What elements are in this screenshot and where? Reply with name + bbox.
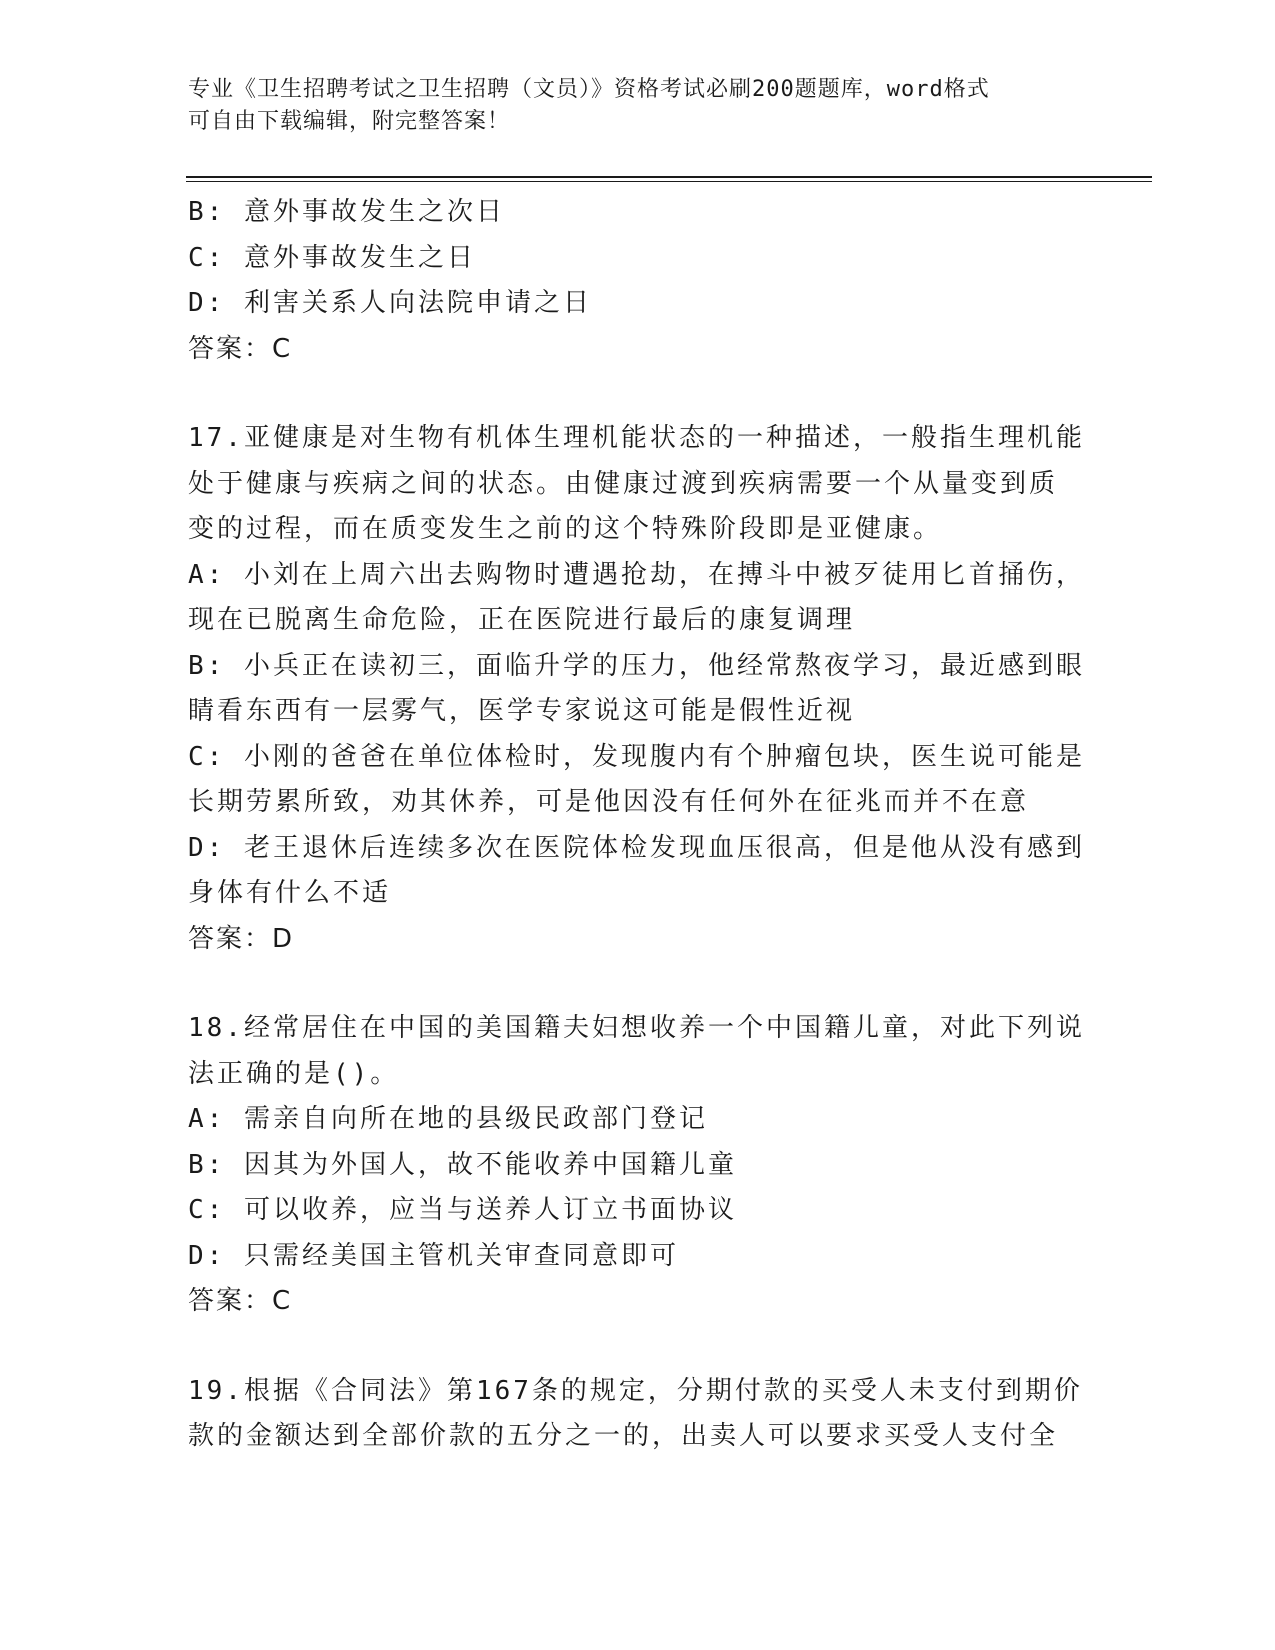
document-body (188, 190, 1085, 1460)
q17-option-a-cont: 现在已脱离生命危险，正在医院进行最后的康复调理 (188, 605, 856, 635)
q16-answer: 答案：C (188, 333, 293, 364)
q17-answer: 答案：D (188, 923, 295, 954)
question-19 (188, 1369, 1083, 1460)
q17-option-b: B: 小兵正在读初三，面临升学的压力，他经常熬夜学习，最近感到眼 (188, 650, 1085, 681)
q17-option-a: A: 小刘在上周六出去购物时遭遇抢劫，在搏斗中被歹徒用匕首捅伤， (188, 559, 1085, 590)
q17-option-d: D: 老王退休后连续多次在医院体检发现血压很高，但是他从没有感到 (188, 832, 1085, 863)
q17-stem-line: 变的过程，而在质变发生之前的这个特殊阶段即是亚健康。 (188, 514, 943, 544)
header-line-2: 可自由下载编辑，附完整答案！ (188, 109, 511, 134)
header-divider (186, 176, 1152, 178)
q18-option-a: A: 需亲自向所在地的县级民政部门登记 (188, 1104, 708, 1134)
q17-stem-line: 处于健康与疾病之间的状态。由健康过渡到疾病需要一个从量变到质 (188, 468, 1059, 499)
q18-answer: 答案：C (188, 1286, 293, 1316)
q16-option-d: D: 利害关系人向法院申请之日 (188, 288, 592, 318)
q17-stem-line: 17.亚健康是对生物有机体生理机能状态的一种描述，一般指生理机能 (188, 423, 1085, 453)
header-line-1: 专业《卫生招聘考试之卫生招聘（文员）》资格考试必刷200题题库，word格式 (188, 77, 990, 102)
spacer (188, 1325, 1068, 1369)
q16-option-c: C: 意外事故发生之日 (188, 242, 476, 273)
q19-stem-line: 19.根据《合同法》第167条的规定，分期付款的买受人未支付到期价 (188, 1375, 1083, 1406)
spacer (188, 962, 1068, 1006)
spacer (188, 372, 1068, 416)
question-17 (188, 416, 1085, 962)
q18-option-c: C: 可以收养，应当与送养人订立书面协议 (188, 1195, 737, 1225)
q17-option-c: C: 小刚的爸爸在单位体检时，发现腹内有个肿瘤包块，医生说可能是 (188, 741, 1085, 772)
question-16-tail (188, 190, 1068, 372)
q17-option-d-cont: 身体有什么不适 (188, 878, 392, 908)
q18-stem-line: 法正确的是()。 (188, 1058, 400, 1089)
q17-option-c-cont: 长期劳累所致，劝其休养，可是他因没有任何外在征兆而并不在意 (188, 787, 1030, 817)
page-header (188, 74, 1088, 138)
q18-option-b: B: 因其为外国人，故不能收养中国籍儿童 (188, 1149, 737, 1180)
q18-option-d: D: 只需经美国主管机关审查同意即可 (188, 1240, 679, 1271)
q17-option-b-cont: 睛看东西有一层雾气，医学专家说这可能是假性近视 (188, 696, 856, 726)
question-18 (188, 1006, 1085, 1325)
q18-stem-line: 18.经常居住在中国的美国籍夫妇想收养一个中国籍儿童，对此下列说 (188, 1013, 1085, 1043)
header-divider-thin (186, 181, 1152, 182)
q16-option-b: B: 意外事故发生之次日 (188, 197, 505, 227)
q19-stem-line: 款的金额达到全部价款的五分之一的，出卖人可以要求买受人支付全 (188, 1421, 1059, 1451)
